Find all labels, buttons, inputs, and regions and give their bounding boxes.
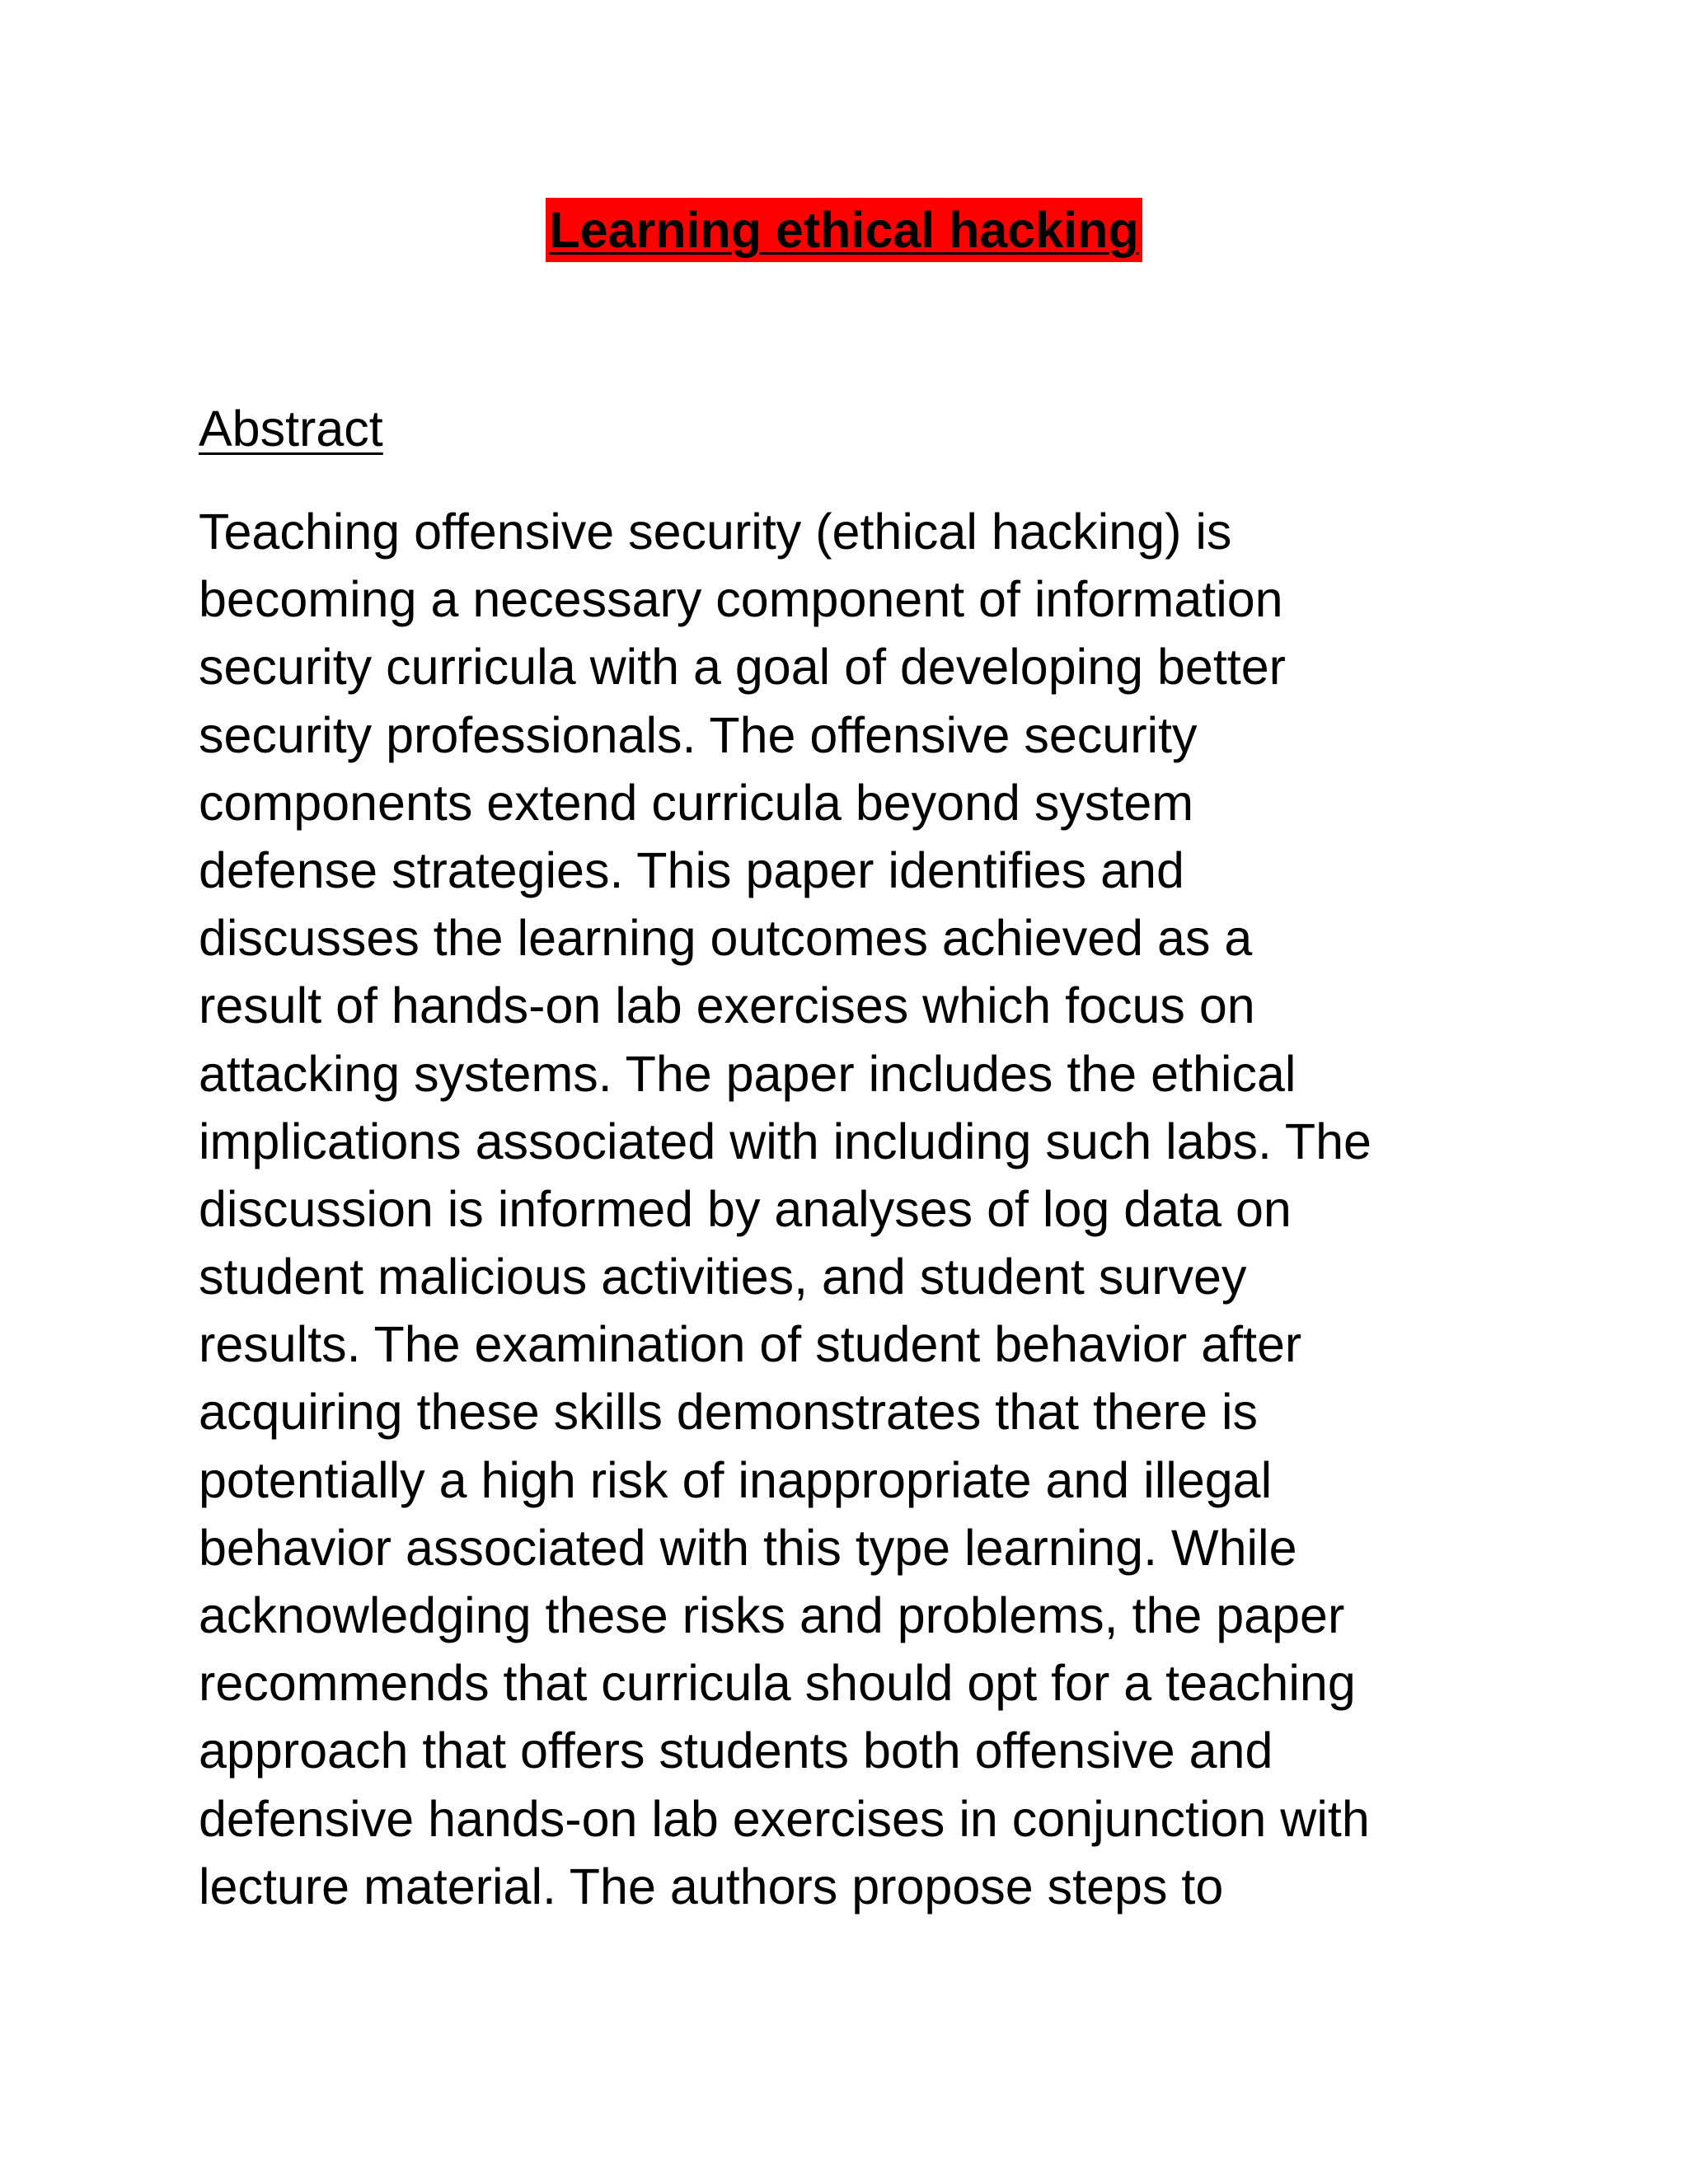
document-title: Learning ethical hacking [546, 198, 1142, 262]
abstract-line: components extend curricula beyond system [199, 774, 1194, 831]
abstract-line: behavior associated with this type learning. While [199, 1519, 1297, 1576]
abstract-line: discussion is informed by analyses of log data on [199, 1180, 1292, 1237]
abstract-line: result of hands-on lab exercises which focus on [199, 977, 1255, 1034]
abstract-line: recommends that curricula should opt for a teaching [199, 1655, 1356, 1712]
abstract-line: implications associated with including such labs. The [199, 1113, 1372, 1169]
abstract-line: potentially a high risk of inappropriate and illegal [199, 1451, 1273, 1508]
title-container [0, 198, 1688, 262]
abstract-line: security professionals. The offensive security [199, 706, 1198, 763]
abstract-line: approach that offers students both offensive and [199, 1722, 1273, 1779]
abstract-line: Teaching offensive security (ethical hacking) is [199, 504, 1232, 560]
abstract-line: results. The examination of student behavior after [199, 1316, 1302, 1373]
abstract-line: discusses the learning outcomes achieved as a [199, 910, 1253, 967]
abstract-line: lecture material. The authors propose steps to [199, 1858, 1224, 1915]
abstract-line: defense strategies. This paper identifies and [199, 841, 1184, 898]
abstract-line: acquiring these skills demonstrates that there is [199, 1384, 1259, 1441]
abstract-line: student malicious activities, and student survey [199, 1249, 1247, 1305]
abstract-body [199, 498, 1372, 1920]
section-heading-abstract: Abstract [199, 401, 383, 457]
abstract-line: defensive hands-on lab exercises in conjunction with [199, 1790, 1370, 1847]
abstract-line: acknowledging these risks and problems, the paper [199, 1587, 1345, 1643]
abstract-line: becoming a necessary component of information [199, 571, 1283, 628]
abstract-line: attacking systems. The paper includes the ethical [199, 1045, 1296, 1102]
abstract-line: security curricula with a goal of developing better [199, 639, 1286, 696]
